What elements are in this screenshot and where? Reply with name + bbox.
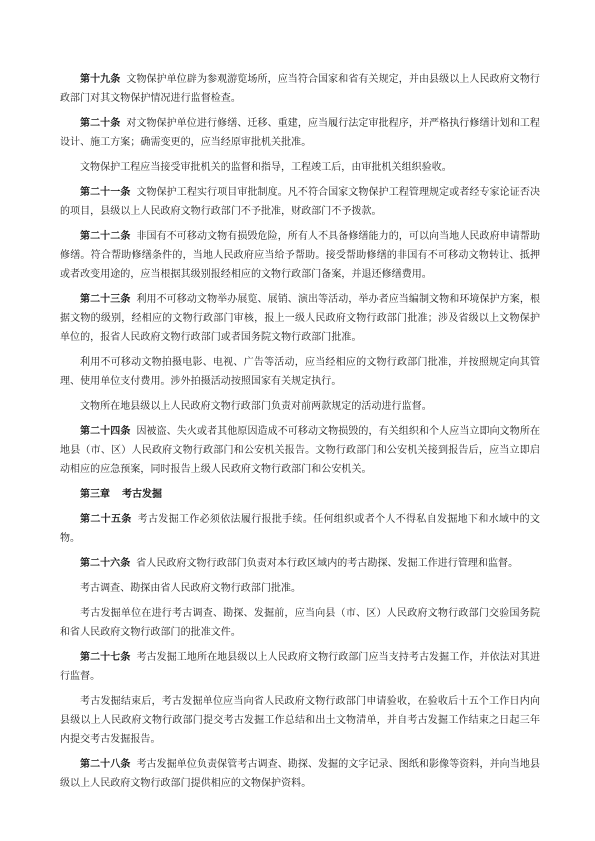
article-number: 第二十六条 [80,558,131,569]
article-paragraph [60,114,540,152]
article-text: 非国有不可移动文物有损毁危险，所有人不具备修缮能力的，可以向当地人民政府申请帮助修缮。符合帮助修缮条件的，当地人民政府应当给予帮助。接受帮助修缮的非国有不可移动文物转让、抵押或者改变用途的，应当根据其级别报经相应的文物行政部门备案，并退还修缮费用。 [60,231,541,280]
article-number: 第二十一条 [80,187,131,198]
article-text: 考古发掘单位负责保管考古调查、勘探、发掘的文字记录、图纸和影像等资料，并向当地县级以上人民政府文物行政部门提供相应的文物保护资料。 [60,759,541,789]
clause-text: 利用不可移动文物拍摄电影、电视、广告等活动，应当经相应的文物行政部门批准，并按照规定向其管理、使用单位支付费用。涉外拍摄活动按照国家有关规定执行。 [60,357,540,387]
article-text: 省人民政府文物行政部门负责对本行政区域内的考古勘探、发掘工作进行管理和监督。 [136,558,519,569]
clause-paragraph [60,353,540,391]
article-paragraph [60,510,540,548]
article-text: 文物保护工程实行项目审批制度。凡不符合国家文物保护工程管理规定或者经专家论证否决的项目，县级以上人民政府文物行政部门不予批准，财政部门不予拨款。 [60,187,541,217]
article-text: 文物保护单位辟为参观游览场所，应当符合国家和省有关规定，并由县级以上人民政府文物行政部门对其文物保护情况进行监督检查。 [60,74,540,104]
article-paragraph [60,290,540,347]
regulation-body [60,70,540,799]
article-text: 因被盗、失火或者其他原因造成不可移动文物损毁的，有关组织和个人应当立即向文物所在地县（市、区）人民政府文物行政部门和公安机关报告。文物行政部门和公安机关接到报告后，应当立即启动相应的应急预案，同时报告上级人民政府文物行政部门和公安机关。 [60,426,541,475]
chapter-heading [60,485,540,504]
clause-text: 文物所在地县级以上人民政府文物行政部门负责对前两款规定的活动进行监督。 [80,401,432,412]
article-text: 对文物保护单位进行修缮、迁移、重建，应当履行法定审批程序，并严格执行修缮计划和工程设计、施工方案；确需变更的，应当经原审批机关批准。 [60,118,540,148]
article-number: 第二十二条 [80,231,131,242]
article-number: 第二十七条 [80,652,131,663]
article-paragraph [60,183,540,221]
article-number: 第二十八条 [80,759,131,770]
article-paragraph [60,70,540,108]
clause-paragraph [60,397,540,416]
article-paragraph [60,755,540,793]
article-number: 第十九条 [80,74,121,85]
article-text: 考古发掘工地所在地县级以上人民政府文物行政部门应当支持考古发掘工作，并依法对其进行监督。 [60,652,541,682]
article-number: 第二十条 [80,118,121,129]
article-paragraph [60,422,540,479]
article-number: 第二十三条 [80,294,131,305]
clause-text: 考古发掘结束后，考古发掘单位应当向省人民政府文物行政部门申请验收，在验收后十五个工作日内向县级以上人民政府文物行政部门提交考古发掘工作总结和出土文物清单，并自考古发掘工作结束之日起三年内提交考古发掘报告。 [60,696,540,745]
article-text: 考古发掘工作必须依法履行报批手续。任何组织或者个人不得私自发掘地下和水域中的文物。 [60,514,540,544]
clause-paragraph [60,158,540,177]
chapter-title: 考古发掘 [122,489,162,500]
article-text: 利用不可移动文物举办展览、展销、演出等活动，举办者应当编制文物和环境保护方案，根据文物的级别，经相应的文物行政部门审核，报上一级人民政府文物行政部门批准；涉及省级以上文物保护单位的，报省人民政府文物行政部门或者国务院文物行政部门批准。 [60,294,541,343]
article-number: 第二十五条 [80,514,132,525]
clause-text: 文物保护工程应当接受审批机关的监督和指导，工程竣工后，由审批机关组织验收。 [80,162,452,173]
article-paragraph [60,648,540,686]
clause-text: 考古发掘单位在进行考古调查、勘探、发掘前，应当向县（市、区）人民政府文物行政部门交验国务院和省人民政府文物行政部门的批准文件。 [60,608,540,638]
clause-text: 考古调查、勘探由省人民政府文物行政部门批准。 [80,583,302,594]
clause-paragraph [60,692,540,749]
article-paragraph [60,227,540,284]
clause-paragraph [60,579,540,598]
chapter-number: 第三章 [80,489,110,500]
clause-paragraph [60,604,540,642]
article-paragraph [60,554,540,573]
article-number: 第二十四条 [80,426,131,437]
